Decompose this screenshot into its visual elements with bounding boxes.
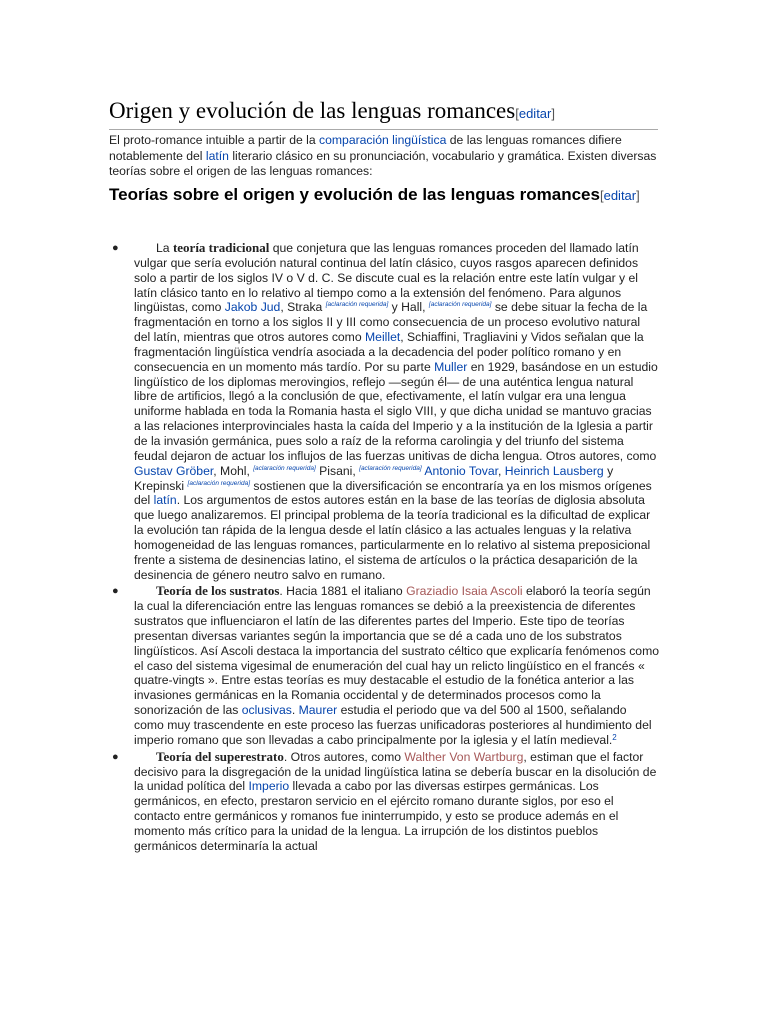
link-graziadio-isaia-ascoli[interactable]: Graziadio Isaia Ascoli <box>406 584 523 599</box>
citation-needed-link[interactable]: [aclaración requerida] <box>187 479 251 487</box>
item-text: Pisani, <box>315 463 360 478</box>
bullet-icon: ● <box>112 242 119 254</box>
link-antonio-tovar[interactable]: Antonio Tovar <box>424 463 499 478</box>
citation-needed-link[interactable]: [aclaración requerida] <box>325 301 389 309</box>
link-walther-von-wartburg[interactable]: Walther Von Wartburg <box>404 749 524 764</box>
edit-bracket-close: ] <box>551 106 555 121</box>
item-text: sostienen que la diversificación se encontraría ya en los mismos orígenes del <box>134 478 652 508</box>
edit-subsection-link[interactable]: editar <box>603 188 637 203</box>
citation-needed-text: aclaración requerida <box>430 301 490 309</box>
item-text: . <box>291 703 299 718</box>
edit-bracket-open: [ <box>515 106 519 121</box>
item-text: estudia el periodo que va del 500 al 1500, señalando como muy trascendente en este proceso las fuerzas unificadoras posteriores al hundimiento del imperio romano que son llevadas a cabo principalmente por la iglesia y el latín medieval. <box>134 703 652 747</box>
link-oclusivas[interactable]: oclusivas <box>241 703 292 718</box>
citation-needed-text: aclaración requerida <box>360 464 420 472</box>
item-text: . Otros autores, como <box>283 749 405 764</box>
item-text: se debe situar la fecha de la fragmentación en torno a los siglos II y III como consecuencia de un proceso evolutivo natural del latín, mientras que otros autores como <box>134 300 648 345</box>
reference-link[interactable]: 2 <box>612 732 617 742</box>
item-bold-term: Teoría de los sustratos <box>156 583 280 599</box>
link-comparacion-linguistica[interactable]: comparación lingüística <box>319 133 447 147</box>
edit-section-link[interactable]: editar <box>518 106 552 121</box>
theories-list <box>109 241 659 856</box>
item-text: . Hacia 1881 el italiano <box>279 584 407 599</box>
item-text: elaboró la teoría según la cual la diferenciación entre las lenguas romances se debió a la preexistencia de diferentes sustratos que influenciaron el latín de las diferentes partes del Imperio. Este tipo de teorías presentan diversas variantes según la importancia que se dé a cada uno de los substratos lingüísticos. Así Ascoli destaca la importancia del sustrato céltico que explicaría fenómenos como el caso del sistema vigesimal de enumeración del cual hay un relicto lingüístico en el francés « quatre-vingts ». Entre estas teorías es muy destacable el estudio de la fonética anterior a las invasiones germánicas en la Romania occidental y de determinados procesos como la sonorización de las <box>134 584 660 718</box>
intro-text: literario clásico en su pronunciación, vocabulario y gramática. Existen diversas teorías sobre el origen de las lenguas romances: <box>109 148 657 178</box>
edit-bracket-close: ] <box>636 188 640 203</box>
citation-needed-link[interactable]: [aclaración requerida] <box>253 464 316 472</box>
item-bold-term: Teoría del superestrato <box>156 748 284 764</box>
section-heading-text: Teorías sobre el origen y evolución de las lenguas romances <box>109 185 600 204</box>
item-text: y Hall, <box>388 300 429 315</box>
intro-text: de las lenguas romances difiere notablemente del <box>109 133 622 163</box>
item-text: y Krepinski <box>134 463 614 493</box>
list-item-teoria-superestrato <box>109 750 659 854</box>
item-text: , Schiaffini, Tragliavini y Vidos señalan que la fragmentación lingüística vendría asociada a la decadencia del poder político romano y en consecuencia en un momento más tardío. Por su parte <box>134 330 644 374</box>
item-text: en 1929, basándose en un estudio lingüístico de los diplomas merovingios, reflejo —según él— de una auténtica lengua natural libre de artificios, llegó a la conclusión de que, efectivamente, el latín vulgar era una lengua uniforme hablada en toda la Romania hasta el siglo VIII, y que dicha unidad se mantuvo gracias a las relaciones interprovinciales hasta la caída del Imperio y a la institución de la Iglesia a partir de la invasión germánica, pues solo a raíz de la reforma carolingia y del triunfo del sistema feudal dejaron de actuar los influjos de las fuerzas unitivas de dicha lengua. Otros autores, como <box>134 359 658 463</box>
item-text: llevada a cabo por las diversas estirpes germánicas. Los germánicos, en efecto, prestaron servicio en el ejército romano durante siglos, por eso el contacto entre germánicos y romanos fue ininterrumpido, y esto se produce además en el momento más crítico para la unidad de la lengua. La irrupción de los distintos pueblos germánicos determinaría la actual <box>134 779 619 853</box>
item-text: La <box>156 241 173 255</box>
page-title-text: Origen y evolución de las lenguas romances <box>109 98 516 123</box>
citation-needed-link[interactable]: [aclaración requerida] <box>359 464 422 472</box>
link-gustav-grober[interactable]: Gustav Gröber <box>134 463 214 478</box>
link-jakob-jud[interactable]: Jakob Jud <box>224 300 281 315</box>
link-meillet[interactable]: Meillet <box>365 330 401 345</box>
item-text: , estiman que el factor decisivo para la disgregación de la unidad lingüística latina se debería buscar en la disolución de la unidad política del <box>134 749 657 794</box>
item-bold-term: teoría tradicional <box>172 240 270 255</box>
link-muller[interactable]: Muller <box>434 359 468 374</box>
bullet-icon: ● <box>112 585 119 598</box>
section-heading <box>109 184 659 207</box>
intro-text: El proto-romance intuible a partir de la <box>109 133 320 147</box>
list-item-teoria-tradicional <box>109 241 659 582</box>
item-text: . Los argumentos de estos autores están en la base de las teorías de diglosia absoluta que luego analizaremos. El principal problema de la teoría tradicional es la dificultad de explicar la evolución tan rápida de la lengua desde el latín clásico a las actuales lenguas y la relativa homogeneidad de las lenguas romances, particularmente en lo relativo al sistema preposicional frente a sistema de desinencias latino, el sistema de artículos o la práctica desaparición de la desinencia de género neutro salvo en rumano. <box>134 493 651 582</box>
citation-needed-link[interactable]: [aclaración requerida] <box>428 301 492 309</box>
link-latin[interactable]: latín <box>205 148 229 163</box>
list-item-teoria-sustratos <box>109 584 659 747</box>
item-text: , Straka <box>280 300 326 315</box>
link-imperio[interactable]: Imperio <box>248 779 290 794</box>
link-latin[interactable]: latín <box>153 493 177 508</box>
link-maurer[interactable]: Maurer <box>298 703 338 718</box>
bullet-icon: ● <box>112 750 119 763</box>
citation-needed-text: aclaración requerida <box>189 479 249 487</box>
item-text: , <box>498 463 505 478</box>
intro-paragraph <box>109 133 659 180</box>
edit-bracket-open: [ <box>599 188 604 203</box>
link-heinrich-lausberg[interactable]: Heinrich Lausberg <box>504 463 604 478</box>
item-text: que conjetura que las lenguas romances proceden del llamado latín vulgar que sería evolución natural continua del latín clásico, cuyos rasgos aparecen definidos solo a partir de los siglos IV o V d. C. Se discute cual es la relación entre este latín vulgar y el latín clásico tanto en lo relativo al tiempo como a la extensión del fenómeno. Para algunos lingüistas, como <box>134 241 639 315</box>
citation-needed-text: aclaración requerida <box>255 464 314 472</box>
citation-needed-text: aclaración requerida <box>327 301 387 309</box>
item-text: , Mohl, <box>213 463 254 478</box>
page-title <box>109 96 658 130</box>
